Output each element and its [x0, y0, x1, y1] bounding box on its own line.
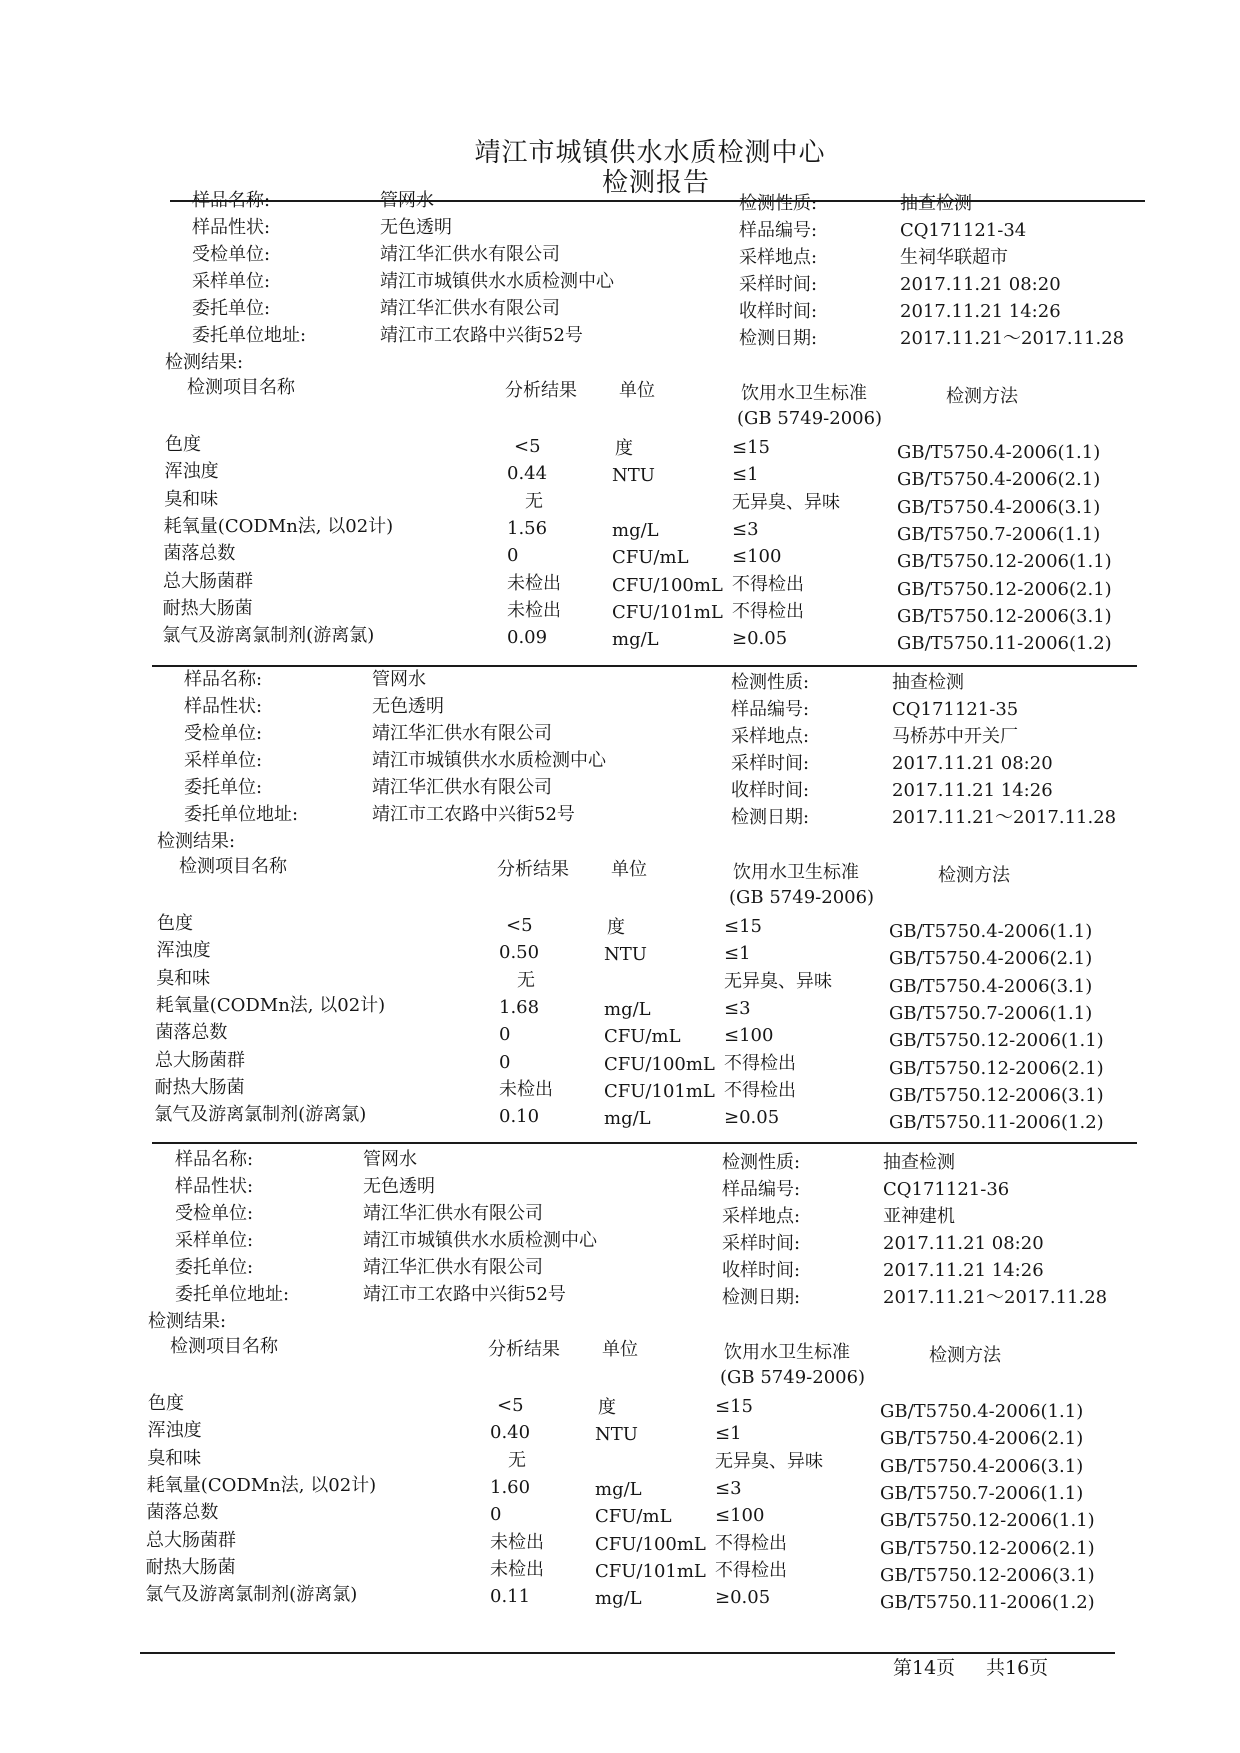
label-client-address: 委托单位地址: — [175, 1284, 290, 1305]
item-result: 未检出 — [490, 1558, 544, 1580]
label-client-address: 委托单位地址: — [184, 804, 299, 825]
item-name: 浑浊度 — [164, 461, 219, 483]
item-standard: 无异臭、异味 — [724, 970, 832, 992]
item-name: 总大肠菌群 — [146, 1529, 236, 1551]
item-unit: CFU/100mL — [604, 1053, 715, 1075]
item-unit: 度 — [615, 438, 633, 459]
item-standard: ≤100 — [724, 1025, 774, 1047]
value-client-address: 靖江市工农路中兴街52号 — [363, 1284, 566, 1305]
item-method: GB/T5750.12-2006(3.1) — [889, 1084, 1104, 1106]
item-name: 耐热大肠菌 — [145, 1556, 236, 1578]
item-method: GB/T5750.11-2006(1.2) — [897, 633, 1112, 655]
item-name: 耗氧量(CODMn法, 以02计) — [163, 515, 394, 537]
item-name: 浑浊度 — [156, 940, 211, 962]
item-result: 0 — [499, 1024, 511, 1046]
value-sample-name: 管网水 — [363, 1149, 417, 1170]
item-method: GB/T5750.4-2006(2.1) — [880, 1428, 1084, 1450]
item-standard: ≥0.05 — [724, 1107, 780, 1129]
label-sample-no: 样品编号: — [731, 699, 810, 720]
value-sampling-unit: 靖江市城镇供水水质检测中心 — [380, 271, 614, 292]
label-results: 检测结果: — [165, 352, 244, 373]
label-sample-name: 样品名称: — [192, 190, 271, 211]
label-test-date: 检测日期: — [739, 328, 818, 349]
value-sampling-time: 2017.11.21 08:20 — [883, 1233, 1044, 1254]
report-org-title: 靖江市城镇供水水质检测中心 — [474, 138, 826, 168]
value-sampling-site: 马桥苏中开关厂 — [892, 726, 1018, 747]
label-results: 检测结果: — [148, 1311, 227, 1332]
item-name: 氯气及游离氯制剂(游离氯) — [162, 625, 375, 647]
item-result: <5 — [497, 1395, 524, 1416]
label-test-nature: 检测性质: — [722, 1152, 801, 1173]
label-sample-name: 样品名称: — [175, 1149, 254, 1170]
value-test-nature: 抽查检测 — [900, 193, 972, 214]
item-standard: ≥0.05 — [732, 628, 788, 650]
item-result: 未检出 — [507, 599, 561, 621]
item-result: 0 — [507, 545, 519, 567]
label-sampling-time: 采样时间: — [731, 753, 810, 774]
item-standard: ≤100 — [732, 546, 782, 568]
item-result: <5 — [514, 436, 541, 457]
item-result: 无 — [508, 1449, 526, 1471]
item-name: 菌落总数 — [163, 543, 236, 565]
item-result: 0.50 — [499, 942, 540, 964]
header-standard: 饮用水卫生标准 — [733, 862, 859, 883]
value-sampling-time: 2017.11.21 08:20 — [892, 753, 1053, 774]
item-method: GB/T5750.4-2006(3.1) — [889, 975, 1093, 997]
item-name: 氯气及游离氯制剂(游离氯) — [154, 1104, 367, 1126]
header-method: 检测方法 — [946, 386, 1018, 407]
value-sample-no: CQ171121-36 — [883, 1179, 1010, 1200]
label-inspected-unit: 受检单位: — [192, 244, 271, 265]
value-sampling-unit: 靖江市城镇供水水质检测中心 — [363, 1230, 597, 1251]
item-standard: ≤15 — [732, 437, 770, 458]
value-test-nature: 抽查检测 — [883, 1152, 955, 1173]
item-method: GB/T5750.12-2006(2.1) — [880, 1537, 1095, 1559]
item-standard: 不得检出 — [724, 1052, 796, 1074]
item-unit: CFU/101mL — [595, 1560, 706, 1582]
item-method: GB/T5750.12-2006(1.1) — [880, 1510, 1095, 1532]
item-standard: 无异臭、异味 — [732, 491, 840, 513]
item-standard: 不得检出 — [724, 1079, 796, 1101]
item-result: <5 — [506, 915, 533, 936]
item-result: 无 — [525, 490, 543, 512]
label-receipt-time: 收样时间: — [739, 301, 818, 322]
item-result: 1.56 — [507, 517, 548, 539]
value-sampling-site: 亚神建机 — [883, 1206, 955, 1227]
item-unit: 度 — [598, 1397, 616, 1418]
item-method: GB/T5750.12-2006(3.1) — [897, 605, 1112, 627]
item-name: 臭和味 — [164, 488, 219, 510]
item-unit: 度 — [607, 917, 625, 938]
item-result: 0 — [490, 1504, 502, 1526]
item-standard: 无异臭、异味 — [715, 1450, 823, 1472]
item-name: 耐热大肠菌 — [154, 1076, 245, 1098]
label-sampling-site: 采样地点: — [739, 247, 818, 268]
label-sample-character: 样品性状: — [192, 217, 271, 238]
item-result: 0.44 — [507, 463, 548, 485]
item-method: GB/T5750.4-2006(2.1) — [889, 948, 1093, 970]
footer-rule — [140, 1652, 1115, 1654]
item-unit: mg/L — [595, 1588, 642, 1610]
item-standard: ≤15 — [724, 916, 762, 937]
item-unit: mg/L — [604, 1108, 651, 1130]
value-sampling-site: 生祠华联超市 — [900, 247, 1008, 268]
header-unit: 单位 — [602, 1339, 638, 1360]
value-inspected-unit: 靖江华汇供水有限公司 — [372, 723, 552, 744]
item-standard: ≤15 — [715, 1396, 753, 1417]
item-result: 0 — [499, 1051, 511, 1073]
value-client-unit: 靖江华汇供水有限公司 — [380, 298, 560, 319]
item-method: GB/T5750.11-2006(1.2) — [880, 1592, 1095, 1614]
label-test-nature: 检测性质: — [731, 672, 810, 693]
item-unit: CFU/100mL — [612, 574, 723, 596]
header-item-name: 检测项目名称 — [179, 856, 287, 877]
value-receipt-time: 2017.11.21 14:26 — [900, 301, 1061, 322]
label-client-unit: 委托单位: — [175, 1257, 254, 1278]
item-standard: ≤1 — [732, 464, 759, 486]
item-name: 菌落总数 — [146, 1502, 219, 1524]
item-unit: mg/L — [595, 1478, 642, 1500]
header-standard-ref: (GB 5749-2006) — [729, 887, 875, 908]
item-method: GB/T5750.12-2006(2.1) — [897, 578, 1112, 600]
label-sample-character: 样品性状: — [175, 1176, 254, 1197]
item-unit: NTU — [595, 1424, 638, 1446]
header-method: 检测方法 — [929, 1345, 1001, 1366]
item-name: 耗氧量(CODMn法, 以02计) — [155, 994, 386, 1016]
header-unit: 单位 — [619, 380, 655, 401]
value-client-unit: 靖江华汇供水有限公司 — [372, 777, 552, 798]
section-rule — [152, 665, 1137, 667]
value-sample-no: CQ171121-35 — [892, 699, 1019, 720]
label-client-unit: 委托单位: — [184, 777, 263, 798]
item-standard: ≤1 — [724, 943, 751, 965]
item-unit: NTU — [604, 944, 647, 966]
label-results: 检测结果: — [157, 831, 236, 852]
value-client-unit: 靖江华汇供水有限公司 — [363, 1257, 543, 1278]
item-method: GB/T5750.12-2006(3.1) — [880, 1564, 1095, 1586]
item-result: 0.11 — [490, 1586, 531, 1608]
value-sampling-unit: 靖江市城镇供水水质检测中心 — [372, 750, 606, 771]
item-name: 耐热大肠菌 — [162, 597, 253, 619]
item-name: 菌落总数 — [155, 1022, 228, 1044]
item-standard: ≤3 — [724, 997, 751, 1019]
label-sample-no: 样品编号: — [739, 220, 818, 241]
item-result: 0.40 — [490, 1422, 531, 1444]
item-method: GB/T5750.4-2006(3.1) — [897, 496, 1101, 518]
item-name: 氯气及游离氯制剂(游离氯) — [145, 1584, 358, 1606]
value-sample-name: 管网水 — [380, 190, 434, 211]
label-client-address: 委托单位地址: — [192, 325, 307, 346]
item-unit: CFU/mL — [595, 1506, 672, 1528]
item-unit: CFU/101mL — [612, 601, 723, 623]
value-sample-character: 无色透明 — [380, 217, 452, 238]
page-number: 第14页 — [893, 1657, 956, 1679]
header-standard-ref: (GB 5749-2006) — [737, 408, 883, 429]
item-result: 未检出 — [490, 1531, 544, 1553]
value-inspected-unit: 靖江华汇供水有限公司 — [380, 244, 560, 265]
item-result: 1.68 — [499, 996, 540, 1018]
label-sample-no: 样品编号: — [722, 1179, 801, 1200]
item-method: GB/T5750.12-2006(1.1) — [897, 551, 1112, 573]
value-sample-no: CQ171121-34 — [900, 220, 1027, 241]
item-name: 臭和味 — [147, 1447, 202, 1469]
header-standard-ref: (GB 5749-2006) — [720, 1367, 866, 1388]
item-unit: CFU/101mL — [604, 1080, 715, 1102]
value-test-date: 2017.11.21～2017.11.28 — [892, 807, 1117, 828]
value-test-date: 2017.11.21～2017.11.28 — [883, 1287, 1108, 1308]
value-sample-character: 无色透明 — [372, 696, 444, 717]
item-name: 臭和味 — [156, 967, 211, 989]
header-result: 分析结果 — [497, 859, 569, 880]
item-result: 无 — [517, 969, 535, 991]
label-test-nature: 检测性质: — [739, 193, 818, 214]
label-sampling-unit: 采样单位: — [184, 750, 263, 771]
item-name: 色度 — [165, 434, 201, 455]
item-name: 色度 — [148, 1393, 184, 1414]
header-result: 分析结果 — [488, 1339, 560, 1360]
header-unit: 单位 — [611, 859, 647, 880]
label-sample-name: 样品名称: — [184, 669, 263, 690]
value-test-nature: 抽查检测 — [892, 672, 964, 693]
value-client-address: 靖江市工农路中兴街52号 — [380, 325, 583, 346]
item-unit: CFU/mL — [604, 1026, 681, 1048]
label-sampling-unit: 采样单位: — [175, 1230, 254, 1251]
item-method: GB/T5750.4-2006(1.1) — [889, 921, 1093, 942]
item-standard: 不得检出 — [715, 1532, 787, 1554]
item-standard: ≤3 — [732, 518, 759, 540]
item-standard: ≤1 — [715, 1423, 742, 1445]
item-name: 总大肠菌群 — [155, 1049, 245, 1071]
header-standard: 饮用水卫生标准 — [724, 1342, 850, 1363]
section-rule — [170, 200, 1145, 202]
value-test-date: 2017.11.21～2017.11.28 — [900, 328, 1125, 349]
label-receipt-time: 收样时间: — [722, 1260, 801, 1281]
item-unit: mg/L — [604, 998, 651, 1020]
label-sampling-site: 采样地点: — [722, 1206, 801, 1227]
label-sample-character: 样品性状: — [184, 696, 263, 717]
item-standard: ≤100 — [715, 1505, 765, 1527]
label-sampling-time: 采样时间: — [722, 1233, 801, 1254]
item-method: GB/T5750.7-2006(1.1) — [880, 1482, 1084, 1504]
value-client-address: 靖江市工农路中兴街52号 — [372, 804, 575, 825]
item-unit: CFU/mL — [612, 547, 689, 569]
label-sampling-site: 采样地点: — [731, 726, 810, 747]
label-test-date: 检测日期: — [731, 807, 810, 828]
label-client-unit: 委托单位: — [192, 298, 271, 319]
item-result: 0.10 — [499, 1106, 540, 1128]
item-unit: mg/L — [612, 519, 659, 541]
header-standard: 饮用水卫生标准 — [741, 383, 867, 404]
item-name: 色度 — [157, 913, 193, 934]
label-test-date: 检测日期: — [722, 1287, 801, 1308]
item-result: 1.60 — [490, 1476, 531, 1498]
item-method: GB/T5750.11-2006(1.2) — [889, 1112, 1104, 1134]
label-sampling-time: 采样时间: — [739, 274, 818, 295]
item-unit: NTU — [612, 465, 655, 487]
value-receipt-time: 2017.11.21 14:26 — [892, 780, 1053, 801]
item-unit: CFU/100mL — [595, 1533, 706, 1555]
item-name: 总大肠菌群 — [163, 570, 253, 592]
item-method: GB/T5750.4-2006(3.1) — [880, 1455, 1084, 1477]
item-result: 未检出 — [499, 1078, 553, 1100]
item-method: GB/T5750.7-2006(1.1) — [889, 1002, 1093, 1024]
label-inspected-unit: 受检单位: — [184, 723, 263, 744]
item-method: GB/T5750.4-2006(2.1) — [897, 469, 1101, 491]
page-total: 共16页 — [986, 1657, 1049, 1679]
item-standard: ≥0.05 — [715, 1587, 771, 1609]
value-inspected-unit: 靖江华汇供水有限公司 — [363, 1203, 543, 1224]
value-receipt-time: 2017.11.21 14:26 — [883, 1260, 1044, 1281]
item-standard: 不得检出 — [732, 573, 804, 595]
item-standard: ≤3 — [715, 1477, 742, 1499]
label-sampling-unit: 采样单位: — [192, 271, 271, 292]
value-sampling-time: 2017.11.21 08:20 — [900, 274, 1061, 295]
item-method: GB/T5750.4-2006(1.1) — [897, 442, 1101, 463]
label-inspected-unit: 受检单位: — [175, 1203, 254, 1224]
header-item-name: 检测项目名称 — [170, 1336, 278, 1357]
item-name: 浑浊度 — [147, 1420, 202, 1442]
report-doc-title: 检测报告 — [601, 168, 710, 198]
value-sample-name: 管网水 — [372, 669, 426, 690]
label-receipt-time: 收样时间: — [731, 780, 810, 801]
header-item-name: 检测项目名称 — [187, 377, 295, 398]
item-result: 0.09 — [507, 627, 548, 649]
item-method: GB/T5750.7-2006(1.1) — [897, 523, 1101, 545]
value-sample-character: 无色透明 — [363, 1176, 435, 1197]
item-standard: 不得检出 — [715, 1559, 787, 1581]
item-method: GB/T5750.12-2006(1.1) — [889, 1030, 1104, 1052]
item-standard: 不得检出 — [732, 600, 804, 622]
item-name: 耗氧量(CODMn法, 以02计) — [146, 1474, 377, 1496]
item-method: GB/T5750.4-2006(1.1) — [880, 1401, 1084, 1422]
item-unit: mg/L — [612, 629, 659, 651]
header-method: 检测方法 — [938, 865, 1010, 886]
item-result: 未检出 — [507, 572, 561, 594]
header-result: 分析结果 — [505, 380, 577, 401]
section-rule — [152, 1142, 1137, 1144]
item-method: GB/T5750.12-2006(2.1) — [889, 1057, 1104, 1079]
